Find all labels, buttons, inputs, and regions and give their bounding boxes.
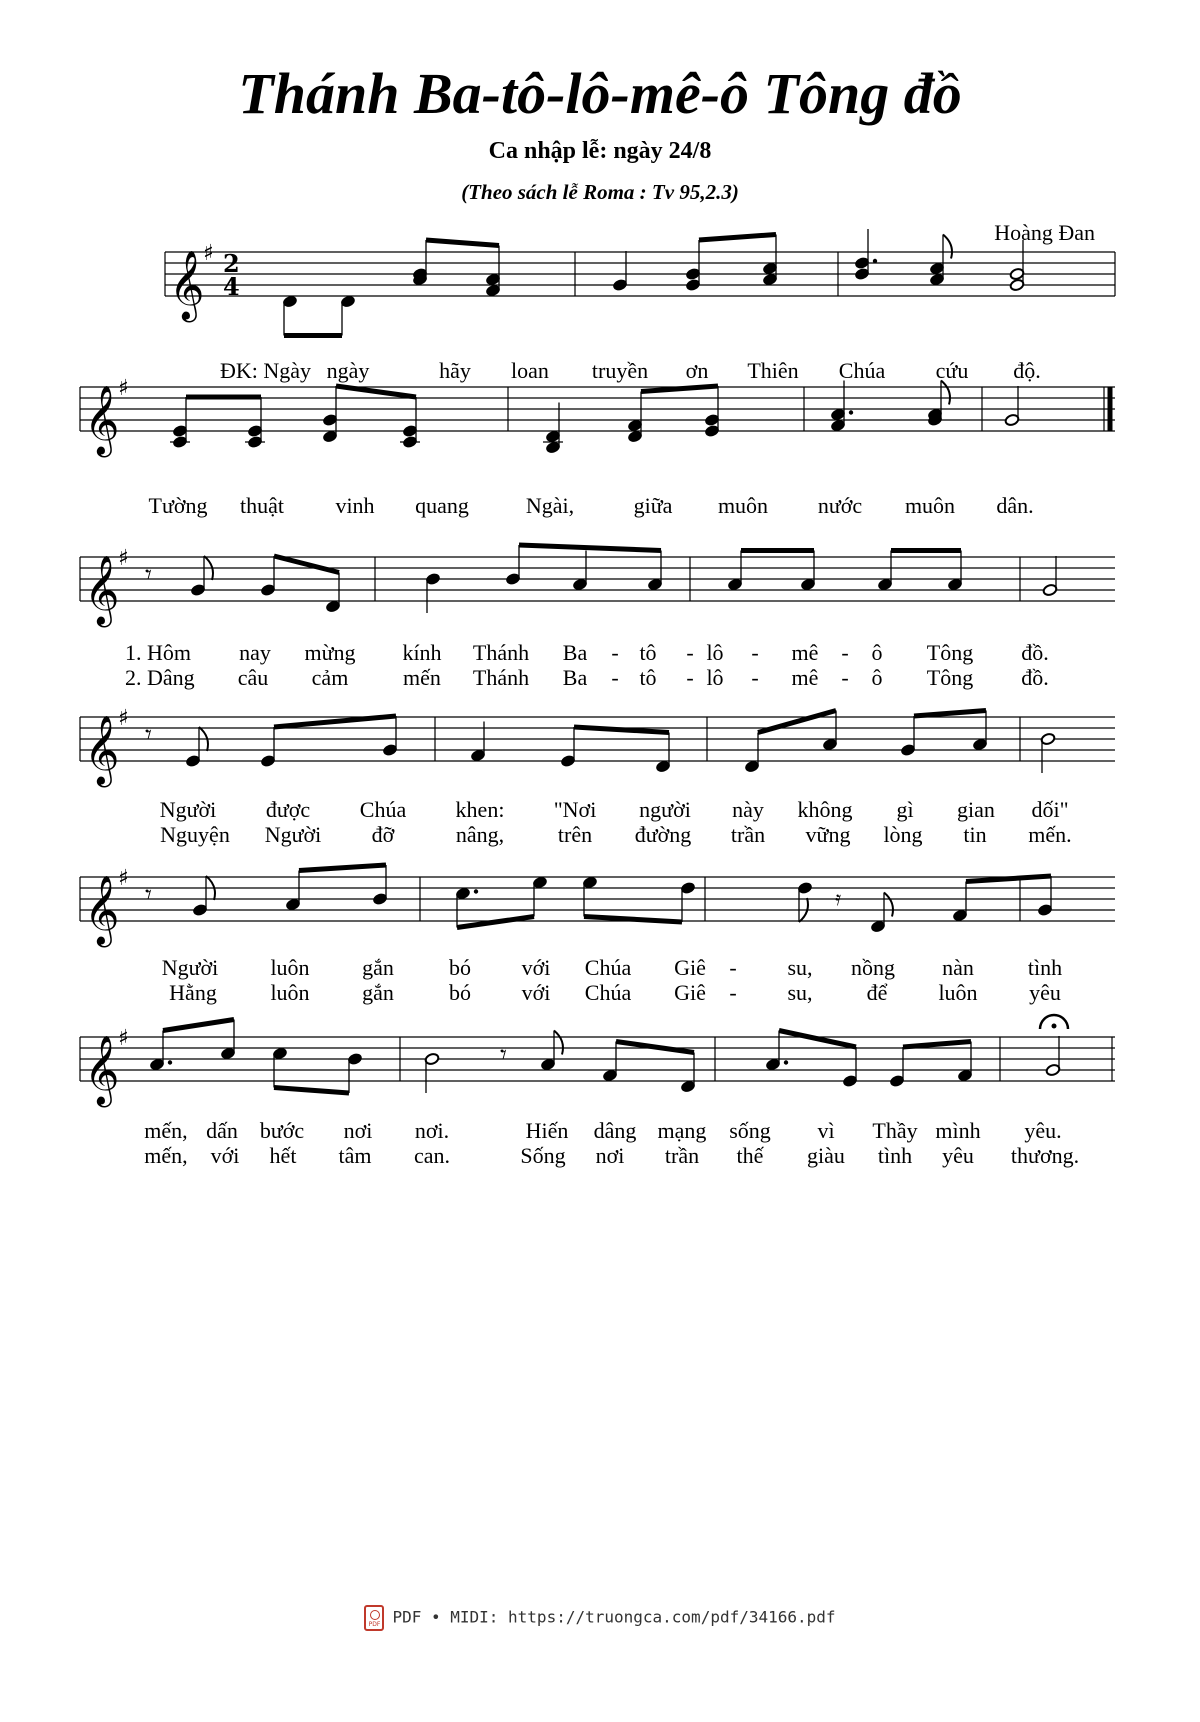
lyric-word: - <box>729 955 737 980</box>
lyric-word: mến <box>403 665 441 690</box>
lyric-word: Người <box>159 797 217 822</box>
lyric-word: tâm <box>338 1143 372 1168</box>
sharp-icon: ♯ <box>203 241 214 266</box>
lyric-word: lô <box>706 665 724 690</box>
lyric-word: Ngài, <box>525 493 575 518</box>
lyric-word: tô <box>639 665 657 690</box>
treble-clef-icon: 𝄞 <box>84 555 120 625</box>
lyric-word: Chúa <box>584 980 632 1005</box>
lyric-word: nơi <box>343 1118 373 1143</box>
song-title: Thánh Ba-tô-lô-mê-ô Tông đồ <box>238 61 962 126</box>
lyric-word: vì <box>817 1118 835 1143</box>
lyric-word: - <box>841 665 849 690</box>
lyric-word: với <box>210 1143 240 1168</box>
lyric-word: - <box>751 665 759 690</box>
lyric-word: bó <box>449 955 471 980</box>
lyric-word: tình <box>1027 955 1063 980</box>
sharp-icon: ♯ <box>118 376 129 401</box>
lyric-word: nồng <box>851 955 895 980</box>
lyric-word: mến. <box>1028 822 1072 847</box>
lyric-word: yêu <box>942 1143 974 1168</box>
eighth-rest-icon: 𝄾 <box>145 560 152 590</box>
lyric-word: trần <box>664 1143 700 1168</box>
lyric-word: với <box>521 980 551 1005</box>
note-beam <box>616 1042 694 1053</box>
note-beam <box>758 711 836 733</box>
time-signature-bottom: 4 <box>223 272 240 301</box>
composer-name: Hoàng Đan <box>994 220 1095 245</box>
lyric-word: thuật <box>240 493 284 518</box>
lyric-word: để <box>866 980 888 1005</box>
lyric-word: cảm <box>311 665 349 690</box>
lyric-word: - <box>611 640 619 665</box>
lyric-word: này <box>732 797 764 822</box>
lyric-word: Giê <box>674 955 706 980</box>
song-source: (Theo sách lễ Roma : Tv 95,2.3) <box>461 180 739 204</box>
lyric-word: giàu <box>807 1143 845 1168</box>
lyric-word: độ. <box>1013 358 1041 383</box>
lyric-word: gắn <box>362 955 394 980</box>
sharp-icon: ♯ <box>118 706 129 731</box>
lyric-word: dâng <box>593 1118 637 1143</box>
lyric-word: tin <box>963 822 987 847</box>
lyric-word: nàn <box>942 955 974 980</box>
note-flag <box>884 893 893 917</box>
note-beam <box>163 1020 234 1031</box>
lyric-word: Tông <box>926 665 974 690</box>
note-beam <box>426 240 499 246</box>
lyric-word: nơi. <box>414 1118 450 1143</box>
lyric-word: "Nơi <box>553 797 597 822</box>
lyric-word: Chúa <box>838 358 886 383</box>
note-beam <box>457 917 534 928</box>
note-beam <box>274 716 396 727</box>
note-flag <box>943 235 952 259</box>
lyric-word: hãy <box>439 358 471 383</box>
lyric-word: mê <box>791 640 819 665</box>
lyric-word: Thánh <box>472 665 530 690</box>
lyric-word: vững <box>805 822 851 847</box>
lyric-word: không <box>797 797 853 822</box>
lyric-word: Hằng <box>169 980 217 1005</box>
lyric-word: - <box>751 640 759 665</box>
lyric-word: lô <box>706 640 724 665</box>
note-flag <box>554 1031 563 1055</box>
fermata-dot <box>1052 1024 1057 1029</box>
eighth-rest-icon: 𝄾 <box>500 1040 507 1070</box>
lyric-word: nay <box>239 640 271 665</box>
lyric-word: Ba <box>562 665 588 690</box>
note-dot <box>849 410 853 414</box>
note-beam <box>274 1088 349 1094</box>
lyric-word: yêu <box>1029 980 1061 1005</box>
treble-clef-icon: 𝄞 <box>84 1035 120 1105</box>
note-beam <box>699 235 776 241</box>
treble-clef-icon: 𝄞 <box>84 385 120 455</box>
lyric-word: Giê <box>674 980 706 1005</box>
lyric-word: 1. Hôm <box>125 640 191 665</box>
lyric-word: Nguyện <box>160 822 230 847</box>
lyric-word: - <box>729 980 737 1005</box>
lyric-word: - <box>611 665 619 690</box>
lyric-word: bước <box>259 1118 305 1143</box>
lyric-word: dân. <box>996 493 1034 518</box>
lyric-word: lòng <box>883 822 923 847</box>
lyric-word: mạng <box>657 1118 707 1143</box>
lyric-word: đỡ <box>371 822 395 847</box>
sixteenth-rest-icon: 𝄿 <box>835 886 842 910</box>
lyric-word: đồ. <box>1021 640 1049 665</box>
lyric-word: khen: <box>455 797 505 822</box>
lyric-word: truyền <box>591 358 649 383</box>
lyric-word: trần <box>730 822 766 847</box>
lyric-word: với <box>521 955 551 980</box>
lyric-word: mến, <box>144 1118 188 1143</box>
lyric-word: nước <box>817 493 863 518</box>
lyric-word: gắn <box>362 980 394 1005</box>
lyric-word: giữa <box>633 493 673 518</box>
lyric-word: gì <box>896 797 914 822</box>
note-beam <box>519 545 661 551</box>
lyric-word: Người <box>161 955 219 980</box>
lyric-word: đường <box>634 822 692 847</box>
lyric-word: Thầy <box>872 1118 918 1143</box>
lyric-word: luôn <box>270 980 310 1005</box>
lyric-word: ô <box>871 640 883 665</box>
treble-clef-icon: 𝄞 <box>169 250 205 320</box>
note-beam <box>274 556 339 573</box>
lyric-word: thế <box>736 1143 764 1168</box>
sharp-icon: ♯ <box>118 546 129 571</box>
treble-clef-icon: 𝄞 <box>84 715 120 785</box>
lyric-word: Thiên <box>747 358 799 383</box>
sharp-icon: ♯ <box>118 866 129 891</box>
lyric-word: mến, <box>144 1143 188 1168</box>
lyric-word: cứu <box>935 358 969 383</box>
lyric-word: Tường <box>148 493 208 518</box>
lyric-word: mình <box>935 1118 981 1143</box>
lyric-word: dấn <box>206 1118 238 1143</box>
lyric-word: ơn <box>685 358 709 383</box>
lyric-word: Ba <box>562 640 588 665</box>
lyric-word: ô <box>871 665 883 690</box>
lyric-word: Sống <box>520 1143 566 1168</box>
note-beam <box>336 386 416 397</box>
lyric-word: luôn <box>270 955 310 980</box>
lyric-word: kính <box>402 640 442 665</box>
note-dot <box>784 1060 788 1064</box>
lyric-word: su, <box>787 955 813 980</box>
sharp-icon: ♯ <box>118 1026 129 1051</box>
lyric-word: mê <box>791 665 819 690</box>
lyric-word: - <box>686 665 694 690</box>
note-dot <box>474 889 478 893</box>
footer-link[interactable] <box>0 1605 1200 1631</box>
lyric-word: thương. <box>1010 1143 1080 1168</box>
lyric-word: Người <box>264 822 322 847</box>
lyric-word: câu <box>237 665 269 690</box>
note-beam <box>903 1042 971 1048</box>
lyric-word: nơi <box>595 1143 625 1168</box>
lyric-word: Thánh <box>472 640 530 665</box>
lyric-word: tô <box>639 640 657 665</box>
lyric-word: vinh <box>335 493 375 518</box>
song-subtitle: Ca nhập lễ: ngày 24/8 <box>488 138 712 164</box>
note-beam <box>779 1031 856 1048</box>
lyric-word: gian <box>957 797 995 822</box>
lyric-word: tình <box>877 1143 913 1168</box>
lyric-word: quang <box>415 493 469 518</box>
lyric-word: ngày <box>326 358 370 383</box>
lyric-word: luôn <box>938 980 978 1005</box>
pdf-file-icon <box>364 1605 384 1631</box>
lyric-word: muôn <box>717 493 769 518</box>
footer-text: PDF • MIDI: https://truongca.com/pdf/34166.pdf <box>392 1607 836 1627</box>
lyric-word: Chúa <box>359 797 407 822</box>
lyric-word: Chúa <box>584 955 632 980</box>
lyric-word: muôn <box>904 493 956 518</box>
note-flag <box>941 381 950 405</box>
lyric-word: loan <box>511 358 549 383</box>
lyric-word: được <box>265 797 311 822</box>
note-beam <box>914 711 986 717</box>
lyric-word: bó <box>449 980 471 1005</box>
lyric-word: - <box>841 640 849 665</box>
note-beam <box>299 865 386 871</box>
lyric-word: dối" <box>1031 797 1069 822</box>
lyric-word: đồ. <box>1021 665 1049 690</box>
note-dot <box>873 259 877 263</box>
time-signature-top: 2 <box>223 249 240 278</box>
treble-clef-icon: 𝄞 <box>84 875 120 945</box>
lyric-word: mừng <box>304 640 356 665</box>
lyric-word: can. <box>413 1143 451 1168</box>
lyric-word: Tông <box>926 640 974 665</box>
eighth-rest-icon: 𝄾 <box>145 720 152 750</box>
eighth-rest-icon: 𝄾 <box>145 880 152 910</box>
lyric-word: Hiến <box>525 1118 569 1143</box>
note-dot <box>168 1060 172 1064</box>
lyric-word: người <box>639 797 691 822</box>
lyric-word: trên <box>557 822 593 847</box>
lyric-word: - <box>686 640 694 665</box>
lyric-word: ĐK: Ngày <box>220 358 312 383</box>
lyric-word: hết <box>269 1143 297 1168</box>
lyric-word: sống <box>729 1118 771 1143</box>
lyric-word: su, <box>787 980 813 1005</box>
lyric-word: 2. Dâng <box>125 665 195 690</box>
lyric-word: yêu. <box>1024 1118 1062 1143</box>
lyric-word: nâng, <box>455 822 505 847</box>
